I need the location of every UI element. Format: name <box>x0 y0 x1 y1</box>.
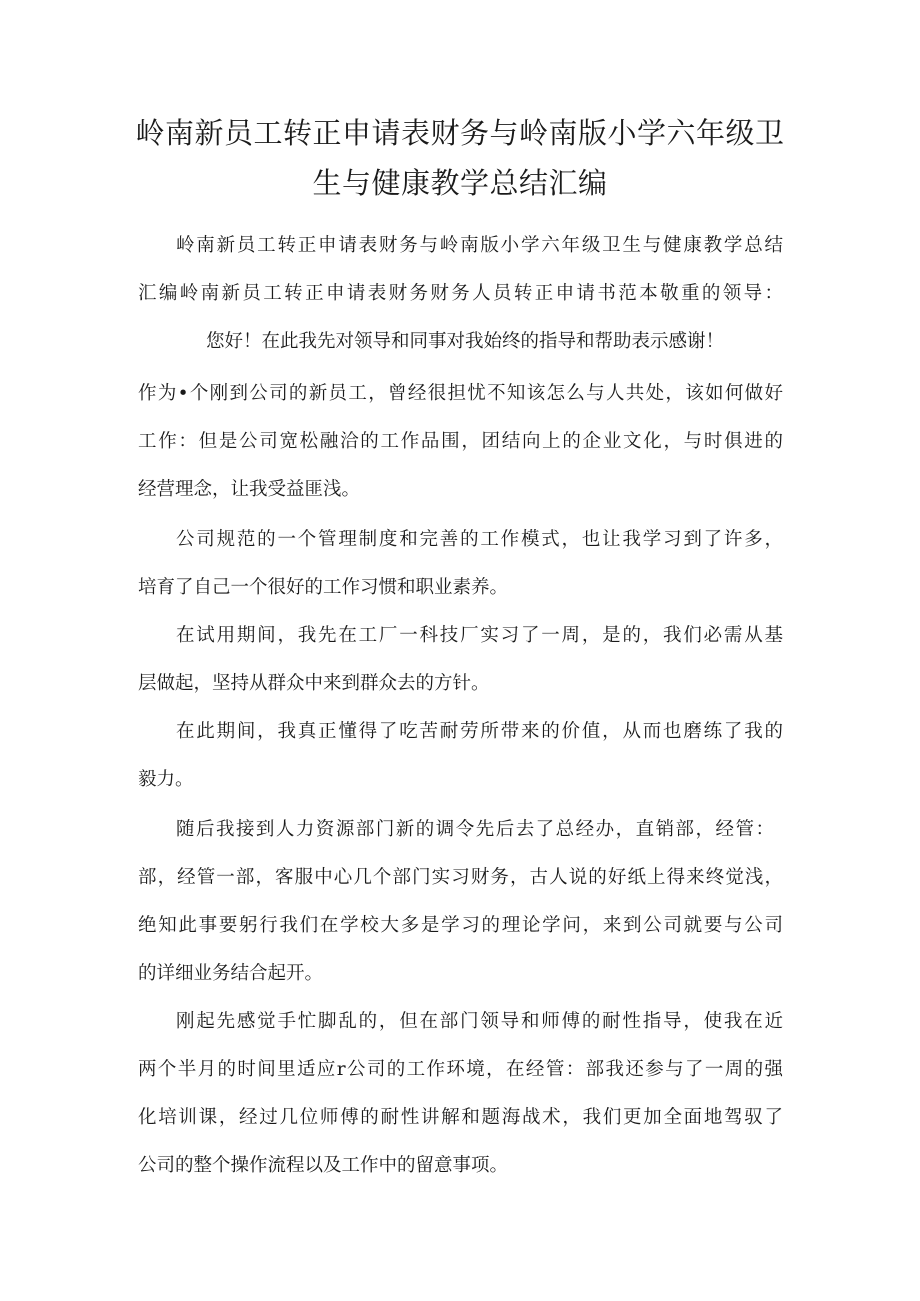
body-line: 工作：但是公司宽松融洽的工作品围，团结向上的企业文化，与时俱进的 <box>138 431 783 452</box>
body-line: 岭南新员工转正申请表财务与岭南版小学六年级卫生与健康教学总结 <box>176 235 783 256</box>
body-line: 公司的整个操作流程以及工作中的留意事项。 <box>138 1155 509 1176</box>
body-line: 化培训课，经过几位师傅的耐性讲解和题海战术，我们更加全面地驾驭了 <box>138 1107 783 1128</box>
body-line: 部，经管一部，客服中心几个部门实习财务，古人说的好纸上得来终觉浅， <box>138 867 783 888</box>
body-line: 经营理念，让我受益匪浅。 <box>138 479 361 500</box>
body-line: 随后我接到人力资源部门新的调令先后去了总经办，直销部，经管： <box>176 819 774 840</box>
title-line-1: 岭南新员工转正申请表财务与岭南版小学六年级卫 <box>135 116 785 150</box>
body-line: 培育了自己一个很好的工作习惯和职业素养。 <box>138 577 509 598</box>
title-line-2: 生与健康教学总结汇编 <box>312 166 608 200</box>
body-line: 公司规范的一个管理制度和完善的工作模式，也让我学习到了许多， <box>176 529 783 550</box>
body-line: 毅力。 <box>138 769 194 790</box>
body-line: 在试用期间，我先在工厂一科技厂实习了一周，是的，我们必需从基 <box>176 625 783 646</box>
body-line: 刚起先感觉手忙脚乱的，但在部门领导和师傅的耐性指导，使我在近 <box>176 1011 783 1032</box>
body-line: 在此期间，我真正懂得了吃苦耐劳所带来的价值，从而也磨练了我的 <box>176 721 783 742</box>
body-line: 汇编岭南新员工转正申请表财务财务人员转正申请书范本敬重的领导： <box>138 283 783 304</box>
body-line: 绝知此事要躬行我们在学校大多是学习的理论学问，来到公司就要与公司 <box>138 915 783 936</box>
body-line: 层做起，坚持从群众中来到群众去的方针。 <box>138 673 490 694</box>
body-line: 两个半月的时间里适应r公司的工作环境，在经管：部我还参与了一周的强 <box>138 1059 783 1080</box>
body-line: 的详细业务结合起开。 <box>138 963 324 984</box>
body-line: 作为•个刚到公司的新员工，曾经很担忧不知该怎么与人共处，该如何做好 <box>138 383 783 404</box>
document-title <box>130 108 790 208</box>
body-line: 您好！在此我先对领导和同事对我始终的指导和帮助表示感谢！ <box>206 331 725 352</box>
